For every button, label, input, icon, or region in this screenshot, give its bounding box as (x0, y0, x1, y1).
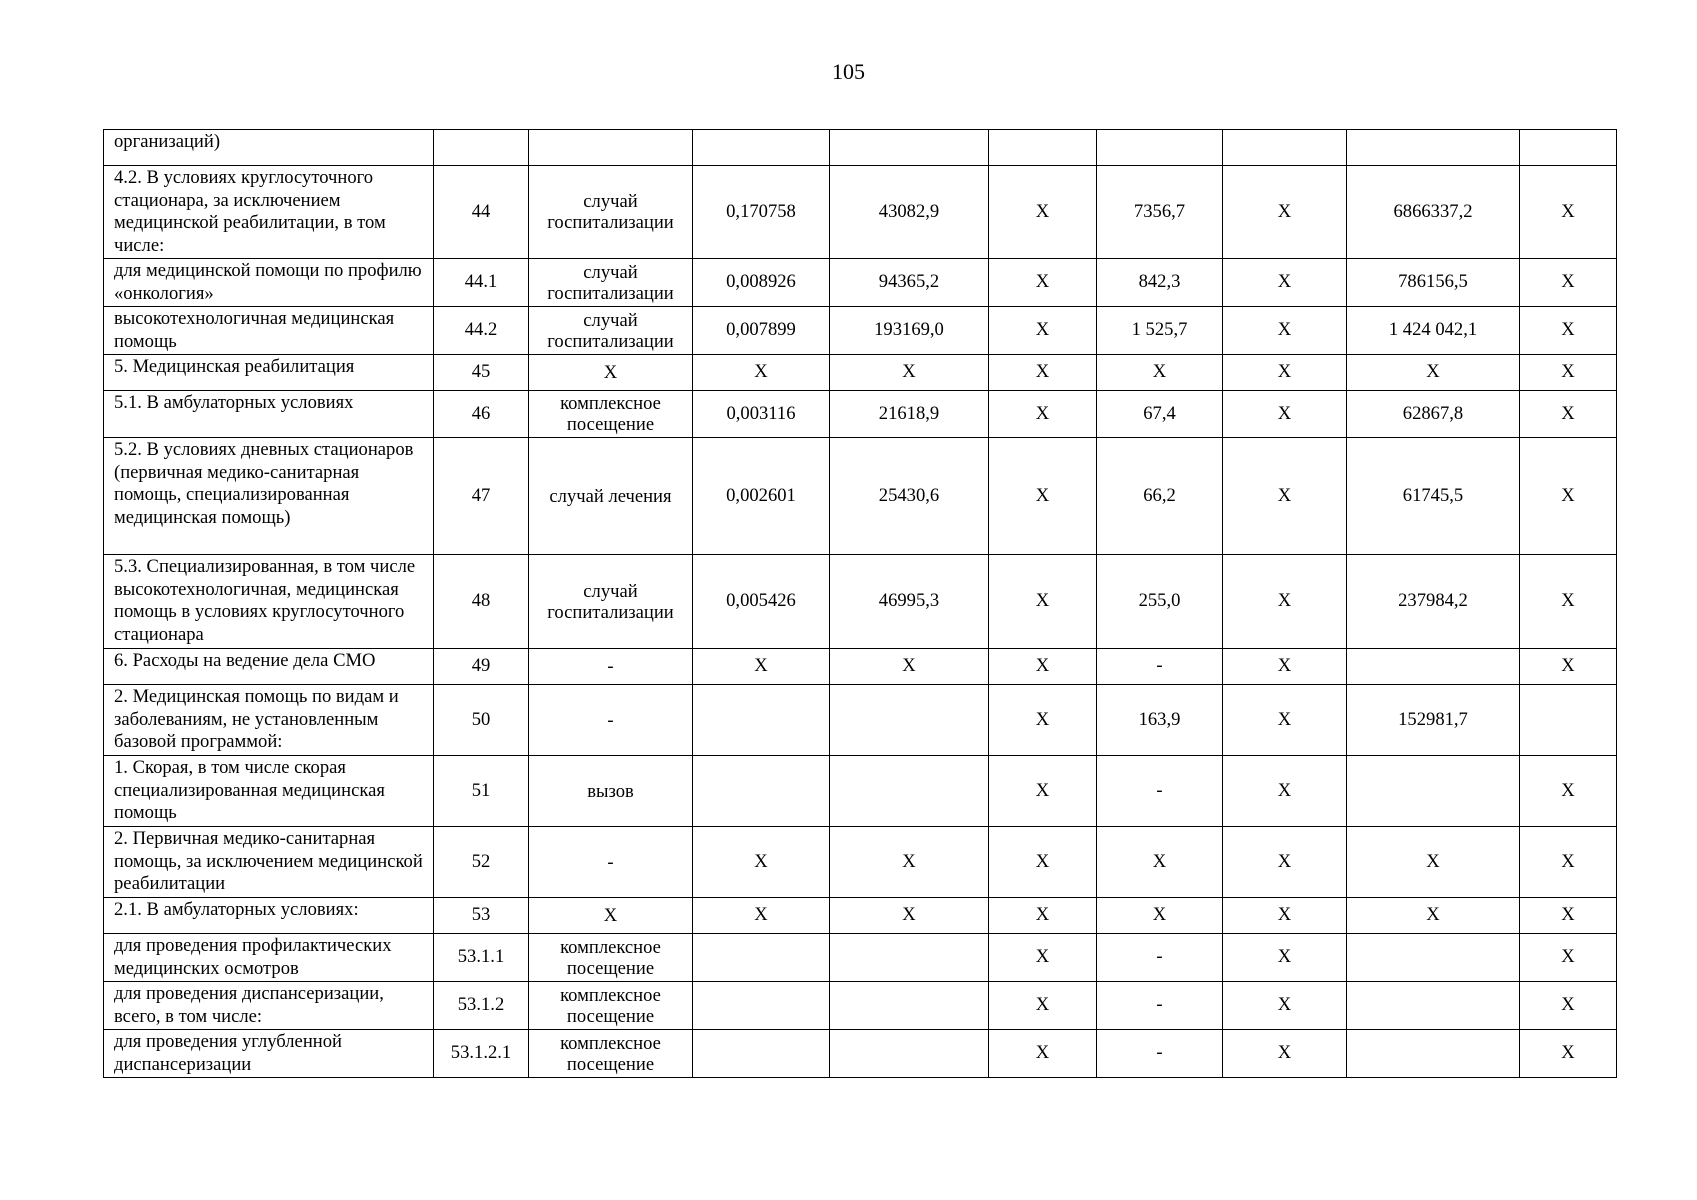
row-code-cell (434, 130, 529, 166)
row-name-cell: организаций) (104, 130, 434, 166)
row-cell-6: X (989, 391, 1097, 438)
row-unit-cell: - (529, 685, 693, 756)
row-unit-cell: комплексное посещение (529, 934, 693, 982)
row-sum-cell (1347, 130, 1520, 166)
row-cell-10: X (1520, 649, 1617, 685)
row-cost-cell: X (830, 649, 989, 685)
row-cost-cell (830, 130, 989, 166)
row-name-cell: для проведения диспансеризации, всего, в том числе: (104, 982, 434, 1030)
row-unit-cell: комплексное посещение (529, 391, 693, 438)
row-code-cell: 53.1.1 (434, 934, 529, 982)
row-cell-10: X (1520, 166, 1617, 259)
row-cell-6: X (989, 438, 1097, 555)
row-cell-6: X (989, 649, 1097, 685)
row-sum-cell (1347, 1030, 1520, 1078)
row-cell-8: X (1223, 438, 1347, 555)
row-rate-cell: 0,003116 (693, 391, 830, 438)
row-unit-cell: вызов (529, 756, 693, 827)
row-name-cell: 2. Первичная медико-санитарная помощь, за исключением медицинской реабилитации (104, 827, 434, 898)
row-unit-cell: случай лечения (529, 438, 693, 555)
row-code-cell: 53.1.2 (434, 982, 529, 1030)
row-sum-cell: 152981,7 (1347, 685, 1520, 756)
row-name-cell: 2.1. В амбулаторных условиях: (104, 898, 434, 934)
row-name-cell: для проведения углубленной диспансеризации (104, 1030, 434, 1078)
row-cell-8: X (1223, 827, 1347, 898)
table-row (104, 898, 1617, 934)
row-sum-cell: 1 424 042,1 (1347, 307, 1520, 355)
row-unit-cell: X (529, 355, 693, 391)
row-name-cell: 5.1. В амбулаторных условиях (104, 391, 434, 438)
row-rate-cell (693, 1030, 830, 1078)
row-cell-10: X (1520, 982, 1617, 1030)
row-sum-cell: 237984,2 (1347, 555, 1520, 649)
table-row (104, 391, 1617, 438)
row-code-cell: 53.1.2.1 (434, 1030, 529, 1078)
row-code-cell: 47 (434, 438, 529, 555)
row-cell-10 (1520, 685, 1617, 756)
row-sum-cell (1347, 982, 1520, 1030)
row-rate-cell: 0,170758 (693, 166, 830, 259)
row-cost-cell: 46995,3 (830, 555, 989, 649)
row-rate-cell: X (693, 827, 830, 898)
row-cell-8: X (1223, 391, 1347, 438)
table-row (104, 130, 1617, 166)
row-cost-cell (830, 685, 989, 756)
row-code-cell: 51 (434, 756, 529, 827)
row-cell-10: X (1520, 391, 1617, 438)
row-rate-cell: X (693, 649, 830, 685)
row-cell-7: X (1097, 827, 1223, 898)
row-cell-8: X (1223, 756, 1347, 827)
budget-table (103, 129, 1617, 1078)
row-unit-cell: комплексное посещение (529, 982, 693, 1030)
row-rate-cell (693, 130, 830, 166)
row-code-cell: 44.1 (434, 259, 529, 307)
row-cell-7 (1097, 130, 1223, 166)
row-cost-cell (830, 934, 989, 982)
row-cell-8: X (1223, 1030, 1347, 1078)
row-cell-6: X (989, 307, 1097, 355)
row-cell-7: X (1097, 355, 1223, 391)
row-cell-10 (1520, 130, 1617, 166)
row-cell-10: X (1520, 438, 1617, 555)
row-cell-6: X (989, 756, 1097, 827)
row-sum-cell: X (1347, 355, 1520, 391)
row-rate-cell (693, 982, 830, 1030)
row-rate-cell: X (693, 898, 830, 934)
row-cell-7: 163,9 (1097, 685, 1223, 756)
row-cell-10: X (1520, 756, 1617, 827)
row-cell-10: X (1520, 355, 1617, 391)
row-name-cell: 5.3. Специализированная, в том числе высокотехнологичная, медицинская помощь в условиях круглосуточного стационара (104, 555, 434, 649)
table-row (104, 685, 1617, 756)
row-rate-cell (693, 685, 830, 756)
row-unit-cell: комплексное посещение (529, 1030, 693, 1078)
row-rate-cell: 0,008926 (693, 259, 830, 307)
row-cost-cell: X (830, 355, 989, 391)
row-cost-cell (830, 756, 989, 827)
row-code-cell: 45 (434, 355, 529, 391)
row-cell-6: X (989, 982, 1097, 1030)
row-name-cell: 5.2. В условиях дневных стационаров (первичная медико-санитарная помощь, специализированная медицинская помощь) (104, 438, 434, 555)
row-unit-cell: случай госпитализации (529, 307, 693, 355)
row-name-cell: 2. Медицинская помощь по видам и заболеваниям, не установленным базовой программой: (104, 685, 434, 756)
page-number: 105 (832, 59, 865, 84)
row-cost-cell (830, 982, 989, 1030)
row-cell-6 (989, 130, 1097, 166)
row-cell-8: X (1223, 934, 1347, 982)
row-cell-10: X (1520, 934, 1617, 982)
row-cell-8: X (1223, 685, 1347, 756)
row-name-cell: 5. Медицинская реабилитация (104, 355, 434, 391)
row-cell-6: X (989, 1030, 1097, 1078)
row-sum-cell: X (1347, 827, 1520, 898)
row-code-cell: 48 (434, 555, 529, 649)
row-cell-10: X (1520, 307, 1617, 355)
row-cell-8: X (1223, 259, 1347, 307)
row-sum-cell (1347, 649, 1520, 685)
row-cell-8: X (1223, 355, 1347, 391)
row-code-cell: 44 (434, 166, 529, 259)
row-cell-6: X (989, 827, 1097, 898)
row-code-cell: 49 (434, 649, 529, 685)
row-code-cell: 50 (434, 685, 529, 756)
table-row (104, 166, 1617, 259)
table-row (104, 934, 1617, 982)
row-cost-cell: X (830, 898, 989, 934)
row-sum-cell (1347, 934, 1520, 982)
row-cell-8: X (1223, 898, 1347, 934)
row-cost-cell: 94365,2 (830, 259, 989, 307)
row-name-cell: высокотехнологичная медицинская помощь (104, 307, 434, 355)
row-code-cell: 44.2 (434, 307, 529, 355)
table-row (104, 827, 1617, 898)
row-cell-8: X (1223, 307, 1347, 355)
row-name-cell: для медицинской помощи по профилю «онкология» (104, 259, 434, 307)
table-row (104, 259, 1617, 307)
table-row (104, 438, 1617, 555)
row-rate-cell: 0,002601 (693, 438, 830, 555)
row-cell-7: 842,3 (1097, 259, 1223, 307)
row-cell-8: X (1223, 649, 1347, 685)
row-cell-7: X (1097, 898, 1223, 934)
row-rate-cell (693, 756, 830, 827)
row-cell-8: X (1223, 166, 1347, 259)
row-sum-cell: 61745,5 (1347, 438, 1520, 555)
row-cell-10: X (1520, 827, 1617, 898)
row-unit-cell: случай госпитализации (529, 166, 693, 259)
row-cell-6: X (989, 555, 1097, 649)
row-name-cell: 4.2. В условиях круглосуточного стационара, за исключением медицинской реабилитации, в том числе: (104, 166, 434, 259)
row-sum-cell: 6866337,2 (1347, 166, 1520, 259)
row-unit-cell: случай госпитализации (529, 555, 693, 649)
row-sum-cell (1347, 756, 1520, 827)
row-sum-cell: 786156,5 (1347, 259, 1520, 307)
row-rate-cell: 0,005426 (693, 555, 830, 649)
row-cost-cell (830, 1030, 989, 1078)
row-cell-7: - (1097, 756, 1223, 827)
row-cost-cell: 25430,6 (830, 438, 989, 555)
table-row (104, 649, 1617, 685)
row-cell-7: 255,0 (1097, 555, 1223, 649)
row-cell-7: - (1097, 982, 1223, 1030)
row-cell-6: X (989, 259, 1097, 307)
row-code-cell: 53 (434, 898, 529, 934)
table-row (104, 756, 1617, 827)
row-unit-cell: случай госпитализации (529, 259, 693, 307)
row-cell-8: X (1223, 555, 1347, 649)
row-cost-cell: X (830, 827, 989, 898)
row-unit-cell: - (529, 827, 693, 898)
row-cell-10: X (1520, 555, 1617, 649)
row-cell-6: X (989, 934, 1097, 982)
row-cell-7: 66,2 (1097, 438, 1223, 555)
row-unit-cell: - (529, 649, 693, 685)
row-sum-cell: X (1347, 898, 1520, 934)
row-cost-cell: 21618,9 (830, 391, 989, 438)
row-code-cell: 46 (434, 391, 529, 438)
row-cell-8 (1223, 130, 1347, 166)
row-name-cell: для проведения профилактических медицинских осмотров (104, 934, 434, 982)
row-cell-6: X (989, 166, 1097, 259)
row-sum-cell: 62867,8 (1347, 391, 1520, 438)
row-cell-10: X (1520, 259, 1617, 307)
row-name-cell: 1. Скорая, в том числе скорая специализированная медицинская помощь (104, 756, 434, 827)
row-unit-cell: X (529, 898, 693, 934)
table-row (104, 555, 1617, 649)
row-rate-cell: X (693, 355, 830, 391)
row-cell-7: 67,4 (1097, 391, 1223, 438)
table-row (104, 307, 1617, 355)
row-cell-7: - (1097, 1030, 1223, 1078)
table-row (104, 1030, 1617, 1078)
row-cell-6: X (989, 355, 1097, 391)
row-cost-cell: 43082,9 (830, 166, 989, 259)
row-cell-10: X (1520, 1030, 1617, 1078)
row-cell-7: - (1097, 934, 1223, 982)
row-cell-7: 1 525,7 (1097, 307, 1223, 355)
row-cell-7: - (1097, 649, 1223, 685)
row-cell-7: 7356,7 (1097, 166, 1223, 259)
row-cell-6: X (989, 685, 1097, 756)
row-rate-cell: 0,007899 (693, 307, 830, 355)
row-cost-cell: 193169,0 (830, 307, 989, 355)
row-unit-cell (529, 130, 693, 166)
row-cell-10: X (1520, 898, 1617, 934)
row-name-cell: 6. Расходы на ведение дела СМО (104, 649, 434, 685)
row-cell-6: X (989, 898, 1097, 934)
row-code-cell: 52 (434, 827, 529, 898)
row-cell-8: X (1223, 982, 1347, 1030)
table-row (104, 355, 1617, 391)
row-rate-cell (693, 934, 830, 982)
table-row (104, 982, 1617, 1030)
